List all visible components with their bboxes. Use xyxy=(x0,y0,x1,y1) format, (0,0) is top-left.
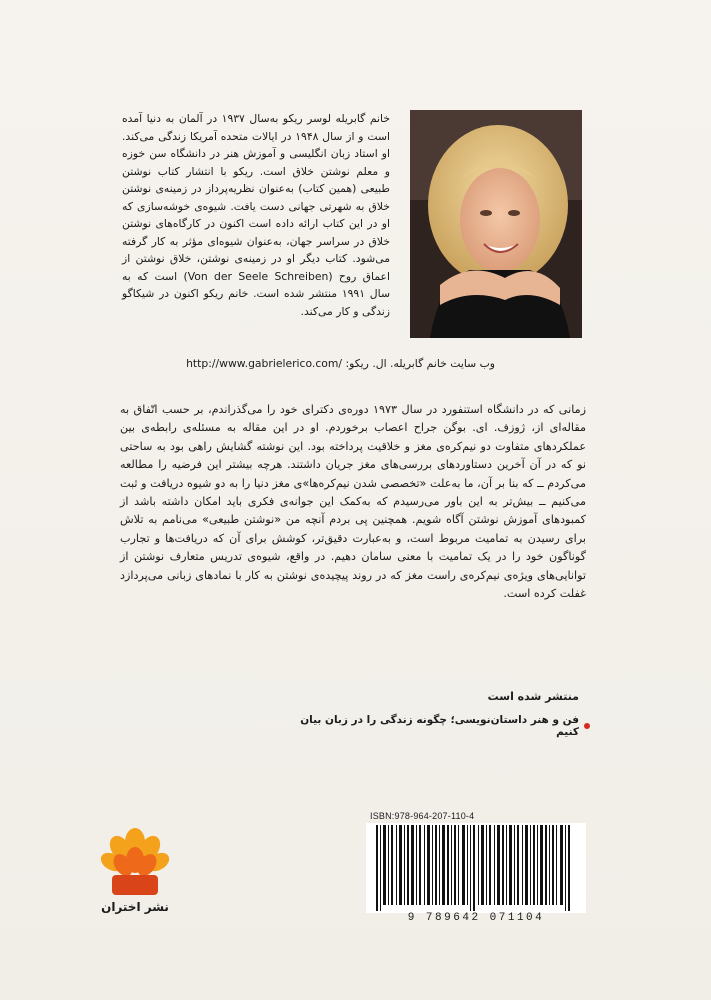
website-url[interactable]: http://www.gabrielerico.com/ xyxy=(186,357,343,370)
author-website xyxy=(150,356,495,372)
publisher-logo xyxy=(100,820,170,900)
barcode xyxy=(366,823,586,913)
published-list-item xyxy=(290,714,590,738)
published-heading: منتشر شده است xyxy=(487,690,579,703)
isbn-label: ISBN:978-964-207-110-4 xyxy=(370,811,475,821)
published-item-title: فن و هنر داستان‌نویسی؛ چگونه زندگی را در زبان بیان کنیم xyxy=(300,714,579,738)
website-label: وب سایت خانم گابریله. ال. ریکو: xyxy=(345,357,495,370)
barcode-digits: 9 789642 071104 xyxy=(407,912,545,924)
author-bio: خانم گابریله لوسر ریکو به‌سال ۱۹۳۷ در آلمان به دنیا آمده است و از سال ۱۹۴۸ در ایالات متحده آمریکا زندگی می‌کند. او استاد زبان انگلیسی و آموزش هنر در دانشگاه سن خوزه و معلم نوشتن خلاق است. ریکو با انتشار کتاب نوشتن طبیعی (همین کتاب) به‌عنوان نظریه‌پرداز در زمینه‌ی نوشتن خلاق به شهرتی جهانی دست یافت. شیوه‌ی خوشه‌سازی که او در این کتاب ارائه داده است اکنون در کارگاه‌های نوشتن خلاق در سراسر جهان، به‌عنوان شیوه‌ای مؤثر به کار گرفته می‌شود. کتاب دیگر او در زمینه‌ی نوشتن، خلاق نوشتن از اعماق روح (Von der Seele Schreiben) است که به سال ۱۹۹۱ منتشر شده است. خانم ریکو اکنون در شیکاگو زندگی و کار می‌کند. xyxy=(122,112,391,318)
bullet-icon xyxy=(584,723,590,729)
author-photo xyxy=(410,110,582,338)
body-text: زمانی که در دانشگاه استنفورد در سال ۱۹۷۳ دوره‌ی دکترای خود را می‌گذراندم، بر حسب اتّفاق به مقاله‌ای از، ژوزف. ای. بوگن جراح اعصاب برخوردم. او در این مقاله به مسئله‌ی رابطه‌ی بین عملکردهای متفاوت دو نیم‌کره‌ی مغز و خلاقیت پرداخته بود. این نوشته گشایش راهی بود به ساحتی نو که در آن آخرین دستاوردهای بررسی‌های مغز جریان داشتند. هرچه بیشتر این فرضیه را مطالعه می‌کردم ــ که بنا بر آن، ما به‌علت «تخصصی شدن نیم‌کره‌ها»ی مغز دنیا را به دو شیوه دریافت و ثبت می‌کنیم ــ بیش‌تر به این باور می‌رسیدم که به‌کمک این جوانه‌ی فکری باید امکان داشته باشد از کمبودهای آموزش نوشتن آگاه شویم. همچنین پی بردم آنچه من «نوشتن طبیعی» می‌نامم به تلاش برای رسیدن به تمامیت مربوط است، و به‌عبارت دقیق‌تر، کوشش برای آن که دریافت‌ها و تجارب گوناگون خود را در یک تمامیت با معنی سامان دهیم. در واقع، شیوه‌ی تدریس متعارف نوشتن از توانایی‌های ویژه‌ی نیم‌کره‌ی راست مغز که در روند پیچیده‌ی نوشتن به کار با نمادهای زبانی می‌پردازد غفلت کرده است. xyxy=(120,403,586,601)
publisher-name: نشر اختران xyxy=(101,900,169,914)
